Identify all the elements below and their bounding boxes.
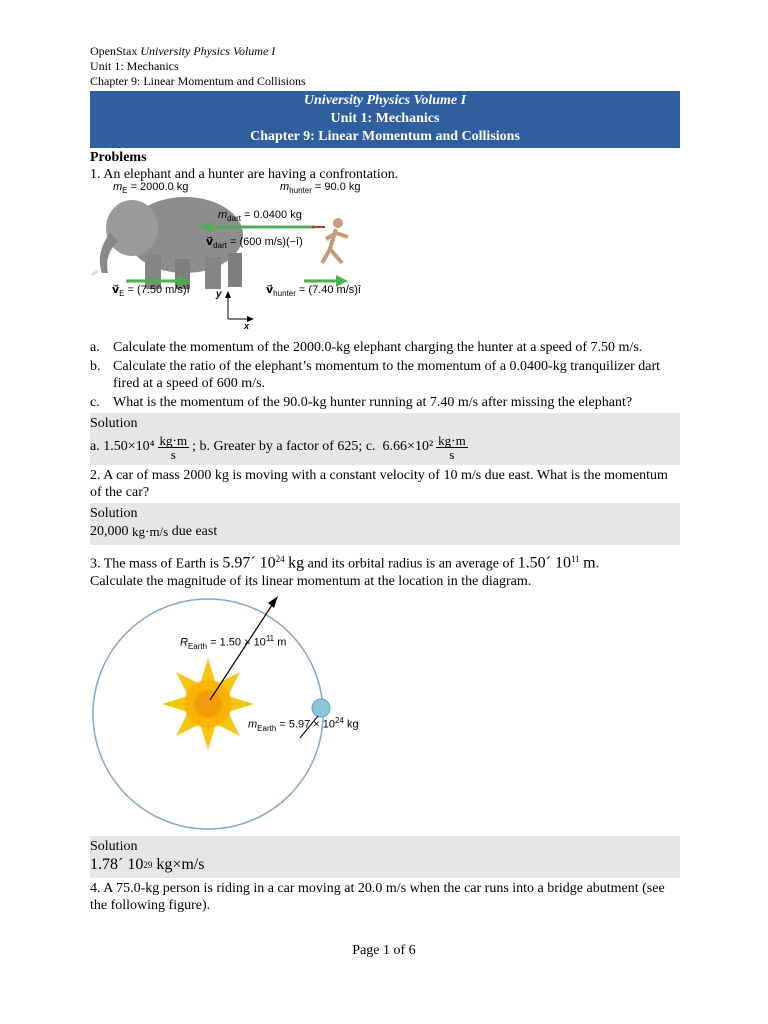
solution-line: 20,000 kg⋅m/s due east [90, 524, 218, 539]
page-number: Page 1 of 6 [352, 943, 416, 958]
solution-label: Solution [90, 838, 138, 854]
dart-velocity-label: $v⃗_{dart} = (600$ m/s)(−î) [206, 236, 303, 251]
problem-2-text: 2. A car of mass 2000 kg is moving with a constant velocity of 10 m/s due east. What is the momentum of the car? [90, 468, 668, 500]
document-page [90, 44, 680, 914]
solution-label: Solution [90, 506, 138, 521]
elephant-velocity-label: $v⃗_E = (7.50$ m/s)î [112, 284, 190, 299]
orbit-diagram [90, 596, 680, 832]
earth-mass-label: $m_{Earth} = 5.97 \times 10^{24}$ kg [248, 715, 359, 733]
list-item: b. Calculate the ratio of the elephant’s momentum to the momentum of a 0.0400-kg tranquilizer dart fired at a speed of 600 m/s. [90, 359, 661, 391]
elephant-hunter-diagram [90, 183, 680, 335]
unit-fraction: $\frac{kg\cdot m}{s}$ [159, 432, 188, 462]
header-line-2: Unit 1: Mechanics [90, 59, 179, 73]
radius-label: $R_{Earth} = 1.50 \times 10^{11}$ m [180, 633, 287, 651]
problem-2-solution [90, 503, 680, 545]
orbit-figure [90, 596, 680, 832]
banner-chapter: Chapter 9: Linear Momentum and Collisions [250, 129, 520, 144]
solution-line: a. 1.50×10⁴ $\frac{kg\cdot m}{s}$ ; b. Greater by a factor of 625; c. 6.66×10² $\frac{kg\cdot m}{s}$ [90, 432, 466, 462]
hunter-velocity-label: $v⃗_{hunter} = (7.40$ m/s)î [266, 284, 361, 299]
problems-heading: Problems [90, 150, 147, 165]
problem-1-solution [90, 413, 680, 465]
dart-mass-label: $m_{dart} = 0.0400$ kg [218, 209, 302, 224]
header-line-1: OpenStax University Physics Volume I [90, 44, 276, 58]
solution-label: Solution [90, 416, 138, 431]
hunter-illustration [322, 218, 348, 263]
radius-arrow [210, 602, 274, 700]
list-item: a. Calculate the momentum of the 2000.0-kg elephant charging the hunter at a speed of 7.50 m/s. [90, 340, 643, 355]
solution-line: 1.78´ 10 29 kg×m/s [90, 855, 205, 873]
elephant-hunter-figure [90, 183, 680, 335]
y-axis-head [225, 291, 231, 298]
x-axis-label: x [244, 321, 250, 331]
problem-4-text: 4. A 75.0-kg person is riding in a car moving at 20.0 m/s when the car runs into a bridge abutment (see the following figure). [90, 880, 665, 913]
problem-1-text: 1. An elephant and a hunter are having a confrontation. [90, 167, 399, 182]
banner-title: University Physics Volume I [303, 93, 467, 108]
y-axis-label: y [216, 289, 222, 300]
elephant-mass-label: $m_E = 2000.0$ kg [113, 181, 189, 196]
unit-fraction: $\frac{kg\cdot m}{s}$ [438, 432, 466, 462]
radius-arrow-head [268, 596, 278, 608]
title-banner [90, 91, 680, 148]
list-item: c. What is the momentum of the 90.0-kg hunter running at 7.40 m/s after missing the elephant? [90, 395, 633, 410]
banner-unit: Unit 1: Mechanics [330, 111, 440, 126]
problem-1-parts [90, 339, 680, 411]
problem-3-solution [90, 836, 680, 878]
problem-3-text: 3. The mass of Earth is 5.97´ $10^{24}$ kg and its orbital radius is an average of 1.50´ $10^{11}$ m. Calculate the magnitude of its linear momentum at the location in the diagram. [90, 554, 600, 589]
earth-icon [312, 699, 330, 717]
header-line-3: Chapter 9: Linear Momentum and Collisions [90, 74, 306, 88]
sun-icon [162, 658, 254, 750]
hunter-mass-label: $m_{hunter} = 90.0$ kg [280, 181, 361, 196]
